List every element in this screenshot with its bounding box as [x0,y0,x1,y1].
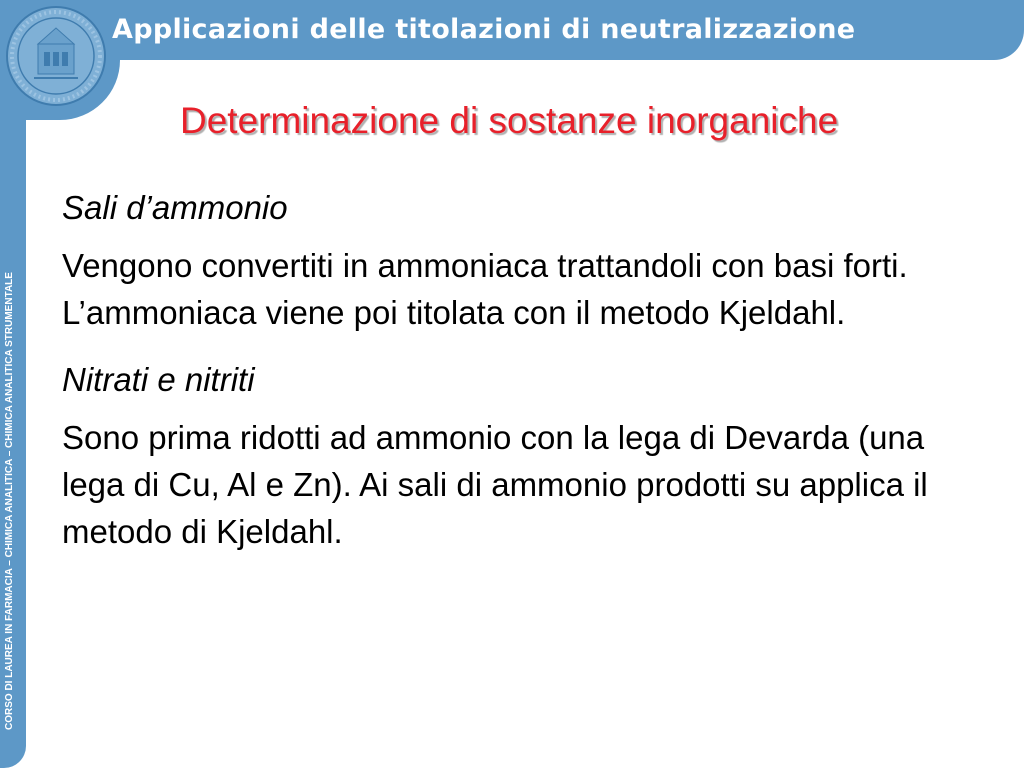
header-title: Applicazioni delle titolazioni di neutralizzazione [112,14,856,45]
section-heading-ammonium: Sali d’ammonio [62,189,288,226]
section-heading-nitrates: Nitrati e nitriti [62,361,255,398]
slide-subtitle: Determinazione di sostanze inorganiche [180,100,839,141]
section-spacer [62,336,962,360]
section-body-ammonium: Vengono convertiti in ammoniaca trattandoli con basi forti. L’ammoniaca viene poi titolata con il metodo Kjeldahl. [62,247,908,331]
slide-content [62,188,962,555]
university-seal-icon [4,4,108,108]
section-body-nitrates: Sono prima ridotti ad ammonio con la lega di Devarda (una lega di Cu, Al e Zn). Ai sali di ammonio prodotti su applica il metodo di Kjeldahl. [62,419,928,550]
course-vertical-label: CORSO DI LAUREA IN FARMACIA – CHIMICA ANALITICA – CHIMICA ANALITICA STRUMENTALE [4,272,15,730]
